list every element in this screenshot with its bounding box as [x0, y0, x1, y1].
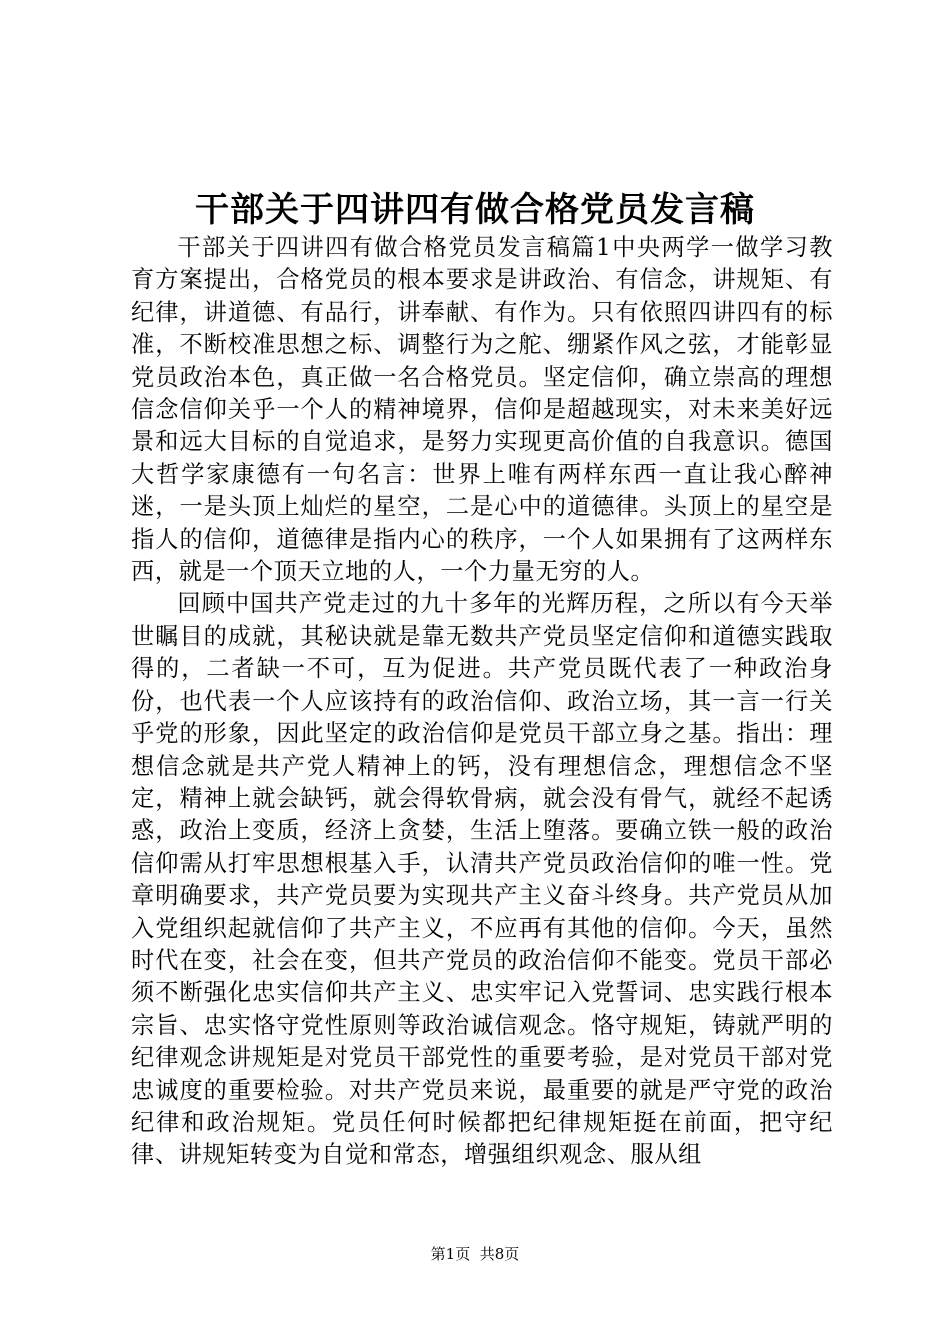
- page-footer: [0, 1244, 950, 1264]
- body-paragraph-1: 干部关于四讲四有做合格党员发言稿篇1中央两学一做学习教育方案提出，合格党员的根本要求是讲政治、有信念，讲规矩、有纪律，讲道德、有品行，讲奉献、有作为。只有依照四讲四有的标准，不断校准思想之标、调整行为之舵、绷紧作风之弦，才能彰显党员政治本色，真正做一名合格党员。坚定信仰，确立崇高的理想信念信仰关乎一个人的精神境界，信仰是超越现实，对未来美好远景和远大目标的自觉追求，是努力实现更高价值的自我意识。德国大哲学家康德有一句名言：世界上唯有两样东西一直让我心醉神迷，一是头顶上灿烂的星空，二是心中的道德律。头顶上的星空是指人的信仰，道德律是指内心的秩序，一个人如果拥有了这两样东西，就是一个顶天立地的人，一个力量无穷的人。: [131, 234, 833, 586]
- document-title: 干部关于四讲四有做合格党员发言稿: [195, 190, 755, 230]
- footer-spacer: [470, 1245, 480, 1263]
- page-total: 共8页: [479, 1245, 520, 1263]
- document-body: [131, 232, 833, 1172]
- body-paragraph-2: 回顾中国共产党走过的九十多年的光辉历程，之所以有今天举世瞩目的成就，其秘诀就是靠无数共产党员坚定信仰和道德实践取得的，二者缺一不可，互为促进。共产党员既代表了一种政治身份，也代表一个人应该持有的政治信仰、政治立场，其一言一行关乎党的形象，因此坚定的政治信仰是党员干部立身之基。指出：理想信念就是共产党人精神上的钙，没有理想信念，理想信念不坚定，精神上就会缺钙，就会得软骨病，就会没有骨气，就经不起诱惑，政治上变质，经济上贪婪，生活上堕落。要确立铁一般的政治信仰需从打牢思想根基入手，认清共产党员政治信仰的唯一性。党章明确要求，共产党员要为实现共产主义奋斗终身。共产党员从加入党组织起就信仰了共产主义，不应再有其他的信仰。今天，虽然时代在变，社会在变，但共产党员的政治信仰不能变。党员干部必须不断强化忠实信仰共产主义、忠实牢记入党誓词、忠实践行根本宗旨、忠实恪守党性原则等政治诚信观念。恪守规矩，铸就严明的纪律观念讲规矩是对党员干部党性的重要考验，是对党员干部对党忠诚度的重要检验。对共产党员来说，最重要的就是严守党的政治纪律和政治规矩。党员任何时候都把纪律规矩挺在前面，把守纪律、讲规矩转变为自觉和常态，增强组织观念、服从组: [131, 590, 833, 1169]
- page-number: 第1页: [430, 1245, 471, 1263]
